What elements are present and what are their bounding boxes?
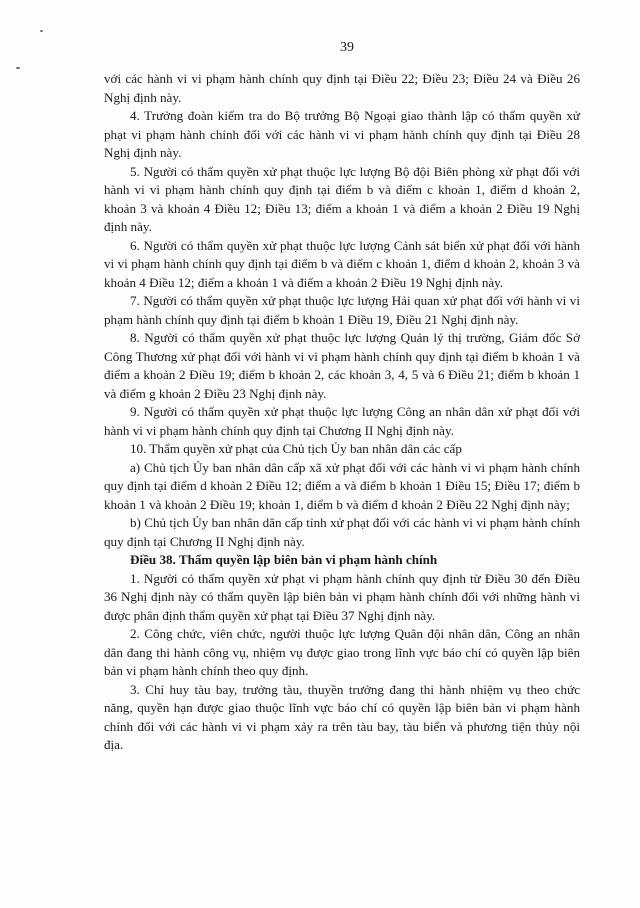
- page-number: 39: [340, 40, 354, 55]
- scan-speck: [40, 30, 43, 32]
- document-body: [104, 70, 580, 755]
- paragraph: b) Chủ tịch Ủy ban nhân dân cấp tỉnh xử phạt đối với các hành vi vi phạm hành chính quy định tại Chương II Nghị định này.: [104, 515, 580, 549]
- paragraph: 8. Người có thẩm quyền xử phạt thuộc lực lượng Quản lý thị trường, Giám đốc Sở Công Thương xử phạt đối với hành vi vi phạm hành chính quy định tại điểm b khoản 1 và điểm a khoản 2 Điều 19; điểm b khoản 2, các khoản 3, 4, 5 và 6 Điều 21; điểm b khoản 1 và điểm g khoản 2 Điều 23 Nghị định này.: [104, 330, 580, 401]
- paragraph: 9. Người có thẩm quyền xử phạt thuộc lực lượng Công an nhân dân xử phạt đối với hành vi vi phạm hành chính quy định tại Chương II Nghị định này.: [104, 404, 580, 438]
- scan-speck: [16, 67, 20, 69]
- paragraph: với các hành vi vi phạm hành chính quy định tại Điều 22; Điều 23; Điều 24 và Điều 26 Nghị định này.: [104, 71, 580, 105]
- paragraph: 10. Thẩm quyền xử phạt của Chủ tịch Ủy ban nhân dân các cấp: [130, 441, 462, 456]
- paragraph: 1. Người có thẩm quyền xử phạt vi phạm hành chính quy định từ Điều 30 đến Điều 36 Nghị định này có thẩm quyền lập biên bản vi phạm hành chính đối với những hành vi được phân định thẩm quyền xử phạt tại Điều 37 Nghị định này.: [104, 570, 580, 623]
- paragraph: 2. Công chức, viên chức, người thuộc lực lượng Quân đội nhân dân, Công an nhân dân đang thi hành công vụ, nhiệm vụ được giao trong lĩnh vực báo chí có quyền lập biên bản vi phạm hành chính theo quy định.: [104, 626, 580, 678]
- paragraph: a) Chủ tịch Ủy ban nhân dân cấp xã xử phạt đối với các hành vi vi phạm hành chính quy định tại điểm d khoản 2 Điều 12; điểm a và điểm b khoản 1 Điều 15; Điều 17; điểm b khoản 1 và khoản 2 Điều 19; khoản 1, điểm b và điểm đ khoản 2 Điều 22 Nghị định này;: [104, 459, 580, 512]
- paragraph: 5. Người có thẩm quyền xử phạt thuộc lực lượng Bộ đội Biên phòng xử phạt đối với hành vi vi phạm hành chính quy định tại điểm b và điểm c khoản 1, điểm d khoản 2, khoản 3 và khoản 4 Điều 12; Điều 13; điểm a khoản 1 và điểm a khoản 2 Điều 19 Nghị định này.: [104, 163, 580, 234]
- paragraph: 3. Chỉ huy tàu bay, trưởng tàu, thuyền trưởng đang thi hành nhiệm vụ theo chức năng, quyền hạn được giao thuộc lĩnh vực báo chí có quyền lập biên bản vi phạm hành chính đối với các hành vi vi phạm xảy ra trên tàu bay, tàu biển và phương tiện thủy nội địa.: [104, 681, 580, 752]
- article-heading: Điều 38. Thẩm quyền lập biên bản vi phạm hành chính: [130, 552, 438, 567]
- paragraph: 7. Người có thẩm quyền xử phạt thuộc lực lượng Hải quan xử phạt đối với hành vi vi phạm hành chính quy định tại điểm b khoản 1 Điều 19, Điều 21 Nghị định này.: [104, 293, 580, 327]
- paragraph: 4. Trưởng đoàn kiểm tra do Bộ trưởng Bộ Ngoại giao thành lập có thẩm quyền xử phạt vi phạm hành chính đối với các hành vi vi phạm hành chính quy định tại Điều 28 Nghị định này.: [104, 108, 580, 160]
- paragraph: 6. Người có thẩm quyền xử phạt thuộc lực lượng Cảnh sát biển xử phạt đối với hành vi vi phạm hành chính quy định tại điểm b và điểm c khoản 1, điểm d khoản 2, khoản 3 và khoản 4 Điều 12; điểm a khoản 1 và điểm a khoản 2 Điều 19 Nghị định này.: [104, 237, 580, 290]
